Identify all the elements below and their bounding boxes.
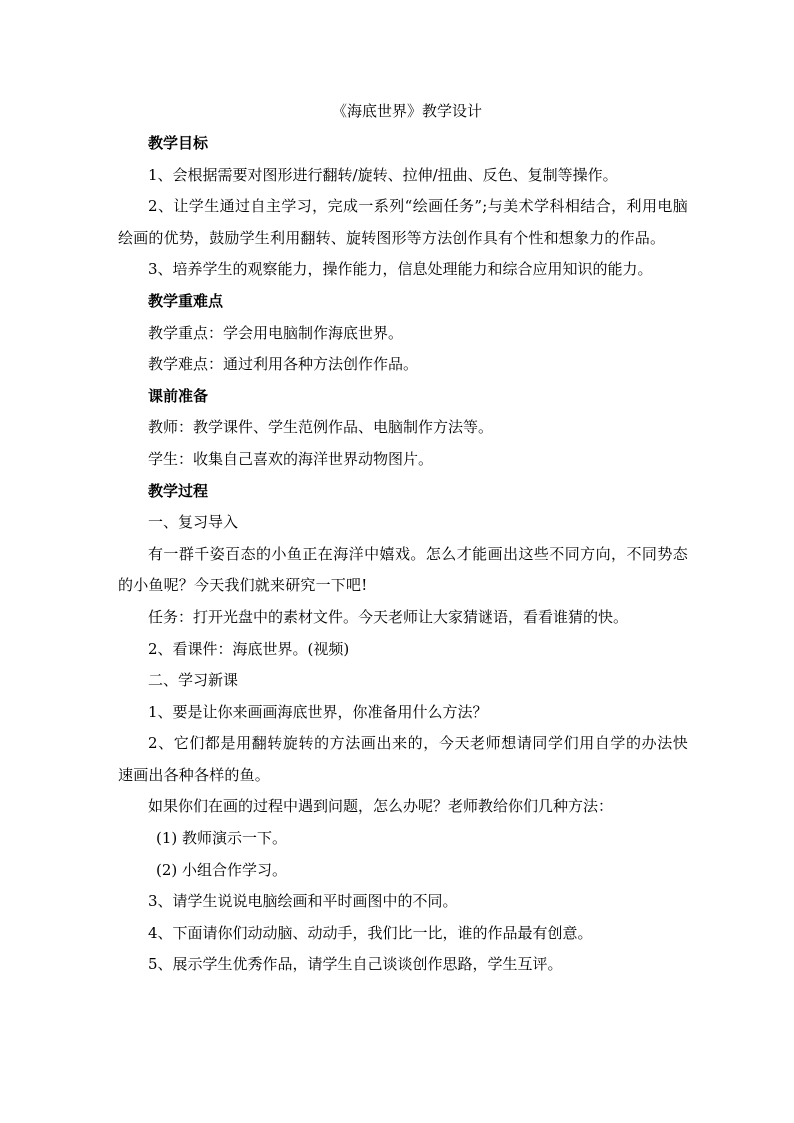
part-1-step-2: 2、看课件：海底世界。(视频)	[148, 639, 350, 658]
key-point-text: 教学重点：学会用电脑制作海底世界。	[148, 323, 404, 342]
section-heading-key-points: 教学重难点	[148, 291, 224, 310]
method-item-1: (1) 教师演示一下。	[156, 829, 288, 848]
document-body	[118, 100, 688, 981]
part-2-step-2: 2、它们都是用翻转旋转的方法画出来的，今天老师想请同学们用自学的办法快速画出各种各样的鱼。	[118, 734, 688, 784]
section-heading-process: 教学过程	[148, 481, 209, 500]
part-1-intro: 有一群千姿百态的小鱼正在海洋中嬉戏。怎么才能画出这些不同方向，不同势态的小鱼呢？今天我们就来研究一下吧!	[118, 544, 688, 595]
section-heading-preparation: 课前准备	[148, 386, 209, 405]
part-1-heading: 一、复习导入	[148, 513, 239, 532]
method-item-2: (2) 小组合作学习。	[156, 860, 288, 879]
prep-student-text: 学生：收集自己喜欢的海洋世界动物图片。	[148, 449, 434, 468]
part-2-question: 如果你们在画的过程中遇到问题，怎么办呢？老师教给你们几种方法：	[148, 797, 614, 816]
part-2-step-4: 4、下面请你们动动脑、动动手，我们比一比，谁的作品最有创意。	[148, 923, 593, 942]
part-2-step-3: 3、请学生说说电脑绘画和平时画图中的不同。	[148, 892, 458, 911]
prep-teacher-text: 教师：教学课件、学生范例作品、电脑制作方法等。	[148, 418, 494, 437]
section-heading-goals: 教学目标	[148, 134, 209, 152]
part-2-step-1: 1、要是让你来画画海底世界，你准备用什么方法？	[148, 702, 488, 721]
goal-item-3: 3、培养学生的观察能力，操作能力，信息处理能力和综合应用知识的能力。	[148, 260, 653, 279]
part-1-task: 任务：打开光盘中的素材文件。今天老师让大家猜谜语，看看谁猜的快。	[148, 607, 629, 626]
difficult-point-text: 教学难点：通过利用各种方法创作作品。	[148, 355, 419, 374]
goal-item-1: 1、会根据需要对图形进行翻转/旋转、拉伸/扭曲、反色、复制等操作。	[148, 165, 618, 184]
part-2-heading: 二、学习新课	[148, 671, 239, 690]
part-2-step-5: 5、展示学生优秀作品，请学生自己谈谈创作思路，学生互评。	[148, 955, 563, 974]
goal-item-2: 2、让学生通过自主学习，完成一系列“绘画任务”;与美术学科相结合，利用电脑绘画的优势，鼓励学生利用翻转、旋转图形等方法创作具有个性和想象力的作品。	[118, 197, 688, 247]
document-title: 《海底世界》教学设计	[331, 102, 482, 120]
